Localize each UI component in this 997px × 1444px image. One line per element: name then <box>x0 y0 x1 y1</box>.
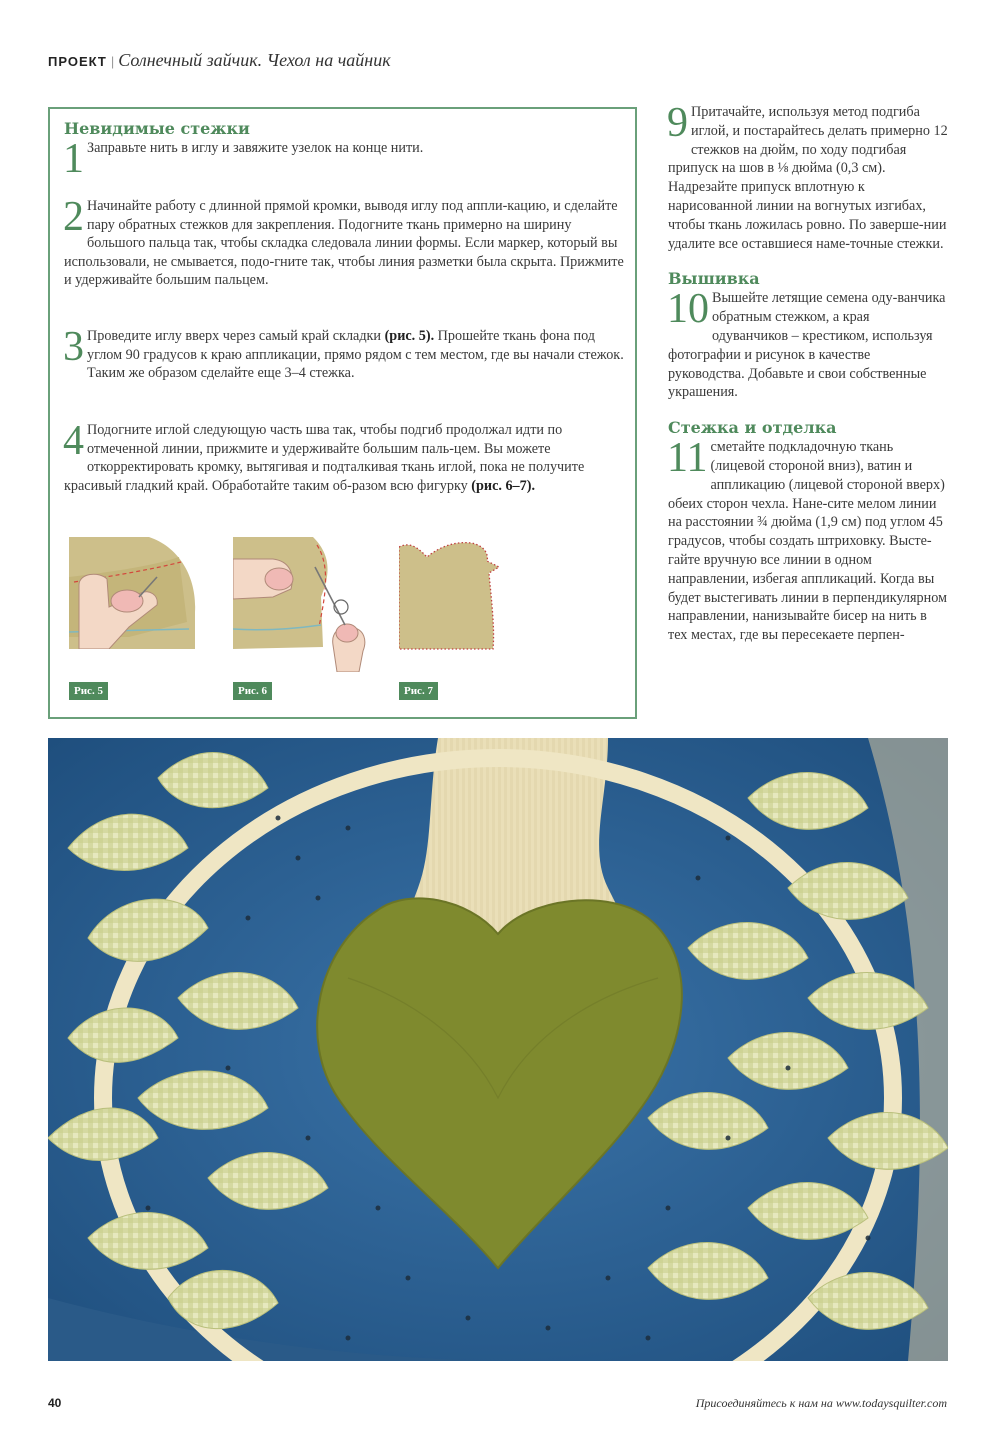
figure-reference: (рис. 6–7). <box>471 477 536 494</box>
section-title-quilting: Стежка и отделка <box>668 418 837 438</box>
step-2 <box>63 194 624 327</box>
step-number: 4 <box>63 418 84 464</box>
figure-label: Рис. 5 <box>69 682 108 700</box>
step-text: Заправьте нить в иглу и завяжите узелок на конце нити. <box>87 140 424 156</box>
quilt-photo <box>48 738 948 1361</box>
step-number: 3 <box>63 324 84 370</box>
section-tag: ПРОЕКТ <box>48 54 107 69</box>
step-11 <box>667 435 948 645</box>
step-number: 11 <box>667 435 708 482</box>
step-number: 2 <box>63 194 84 240</box>
section-title-embroidery: Вышивка <box>668 269 760 289</box>
step-1 <box>63 136 624 195</box>
step-10 <box>667 286 948 402</box>
figure-6 <box>233 537 368 697</box>
step-9 <box>667 100 948 253</box>
step-3 <box>63 324 624 419</box>
step-text: Проведите иглу вверх через самый край складки <box>87 328 385 344</box>
step-text: Прошейте ткань фона под углом 90 градусов к краю аппликации, прямо рядом с тем местом, где вы начали стежок. Таким же образом сделайте еще 3–4 стежка. <box>87 328 624 382</box>
header-separator: | <box>110 54 115 69</box>
step-number: 1 <box>63 136 84 182</box>
instruction-box <box>48 107 637 719</box>
figure-5-illustration <box>69 537 199 649</box>
figure-5 <box>69 537 199 697</box>
figure-label: Рис. 6 <box>233 682 272 700</box>
article-title: Солнечный зайчик. Чехол на чайник <box>118 50 391 70</box>
page-header <box>48 50 391 71</box>
step-text: Подогните иглой следующую часть шва так, чтобы подгиб продолжал идти по отмеченной линии, прижмите и удерживайте большим паль-цем. Вы можете откорректировать кромку, вытягивая и подталкивая ткань иглой, пока не получите красивый гладкий край. Обработайте таким об-разом всю фигурку <box>64 422 585 494</box>
page-number: 40 <box>48 1396 62 1410</box>
footer-link-text[interactable]: Присоединяйтесь к нам на www.todaysquilter.com <box>695 1396 947 1410</box>
step-number: 9 <box>667 100 688 146</box>
figure-6-illustration <box>233 537 368 672</box>
figure-label: Рис. 7 <box>399 682 438 700</box>
step-text: Притачайте, используя метод подгиба иглой, и постарайтесь делать примерно 12 стежков на дюйм, по ходу подгибая припуск на шов в ⅛ дюйма (0,3 см). Надрезайте припуск вплотную к нарисованной линии на вогнутых изгибах, чтобы ткань ложилась ровно. По заверше-нии удалите все оставшиеся наме-точные стежки. <box>668 104 948 252</box>
step-text: Начинайте работу с длинной прямой кромки, выводя иглу под аппли-кацию, и сделайте пару обратных стежков для закрепления. Подогните ткань примерно на ширину большого пальца так, чтобы складка следовала линии формы. Если маркер, который вы использовали, не смывается, подо-гните так, чтобы линия разметки была скрыта. Прижмите и удерживайте большим пальцем. <box>64 198 624 289</box>
figure-reference: (рис. 5). <box>384 328 435 344</box>
figure-7-illustration <box>399 537 509 652</box>
right-column <box>667 100 948 645</box>
step-4 <box>63 418 624 495</box>
step-text: Вышейте летящие семена оду-ванчика обратным стежком, а края одуванчиков – крестиком, используя фотографии и рисунок в качестве руководства. Добавьте и свои собственные украшения. <box>668 290 946 401</box>
figure-7 <box>399 537 509 697</box>
box-title: Невидимые стежки <box>64 119 250 138</box>
step-number: 10 <box>667 286 709 333</box>
figures-row <box>65 537 625 707</box>
quilt-photo-image <box>48 738 948 1361</box>
step-text: сметайте подкладочную ткань (лицевой стороной вниз), ватин и аппликацию (лицевой стороной вверх) обеих сторон чехла. Нане-сите мелом линии на расстоянии ¾ дюйма (1,9 см) под углом 45 градусов, чтобы создать штриховку. Высте-гайте вручную все линии в одном направлении, избегая аппликаций. Когда вы будет выстегивать линии в перпендикулярном направлении, нанизывайте бисер на нить в тех местах, где вы пересекаете перпен- <box>668 439 948 644</box>
